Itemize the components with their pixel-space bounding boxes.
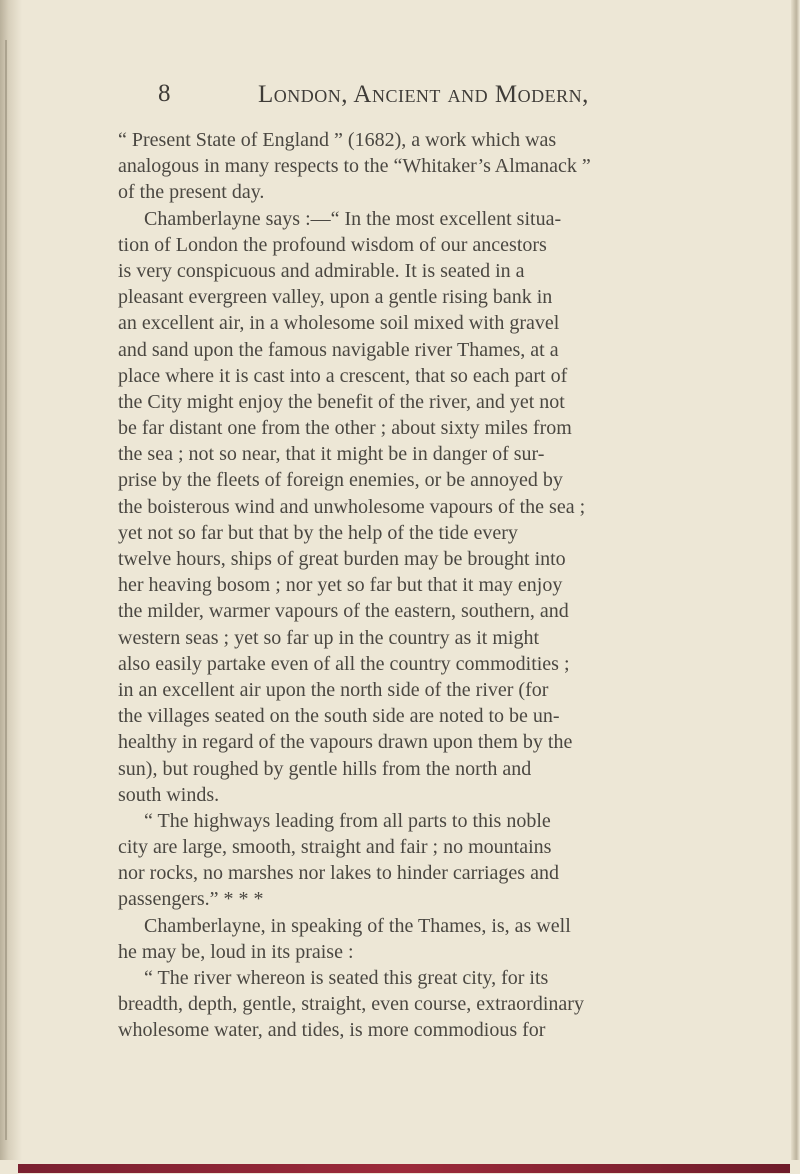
text-line: the milder, warmer vapours of the eastern, southern, and: [118, 600, 569, 623]
text-line: be far distant one from the other ; about sixty miles from: [118, 417, 572, 440]
text-line: pleasant evergreen valley, upon a gentle rising bank in: [118, 286, 553, 309]
text-line: Chamberlayne, in speaking of the Thames, is, as well: [144, 914, 571, 937]
text-line: “ The highways leading from all parts to this noble: [144, 809, 551, 832]
text-line: he may be, loud in its praise :: [118, 940, 354, 963]
text-line: yet not so far but that by the help of the tide every: [118, 521, 518, 544]
cover-edge-strip: [18, 1164, 790, 1173]
text-line: an excellent air, in a wholesome soil mixed with gravel: [118, 312, 560, 335]
text-line: western seas ; yet so far up in the country as it might: [118, 626, 540, 649]
binding-gutter: [0, 0, 22, 1174]
text-line: healthy in regard of the vapours drawn upon them by the: [118, 731, 573, 754]
text-line: place where it is cast into a crescent, that so each part of: [118, 364, 568, 387]
text-line: south winds.: [118, 783, 220, 806]
text-line: twelve hours, ships of great burden may be brought into: [118, 548, 566, 570]
text-line: tion of London the profound wisdom of our ancestors: [118, 233, 547, 256]
page-right-edge: [791, 0, 800, 1174]
body-text: [118, 127, 678, 1044]
text-line: is very conspicuous and admirable. It is seated in a: [118, 259, 525, 282]
text-line: breadth, depth, gentle, straight, even course, extraordinary: [118, 993, 584, 1016]
text-line: also easily partake even of all the country commodities ;: [118, 652, 570, 675]
bottom-binding-band: [0, 1160, 800, 1174]
text-line: city are large, smooth, straight and fair ; no mountains: [118, 836, 552, 859]
text-line: her heaving bosom ; nor yet so far but that it may enjoy: [118, 574, 563, 597]
running-title: London, Ancient and Modern,: [258, 81, 589, 108]
text-line: the City might enjoy the benefit of the river, and yet not: [118, 390, 565, 413]
text-line: “ The river whereon is seated this great city, for its: [144, 967, 549, 989]
text-line: the villages seated on the south side are noted to be un-: [118, 705, 560, 728]
text-line: analogous in many respects to the “Whitaker’s Almanack ”: [118, 155, 591, 178]
text-line: and sand upon the famous navigable river Thames, at a: [118, 338, 559, 361]
text-line: sun), but roughed by gentle hills from the north and: [118, 757, 532, 780]
text-line: of the present day.: [118, 181, 265, 204]
gutter-edge-line: [5, 40, 7, 1140]
page-number: 8: [158, 80, 171, 107]
text-line: in an excellent air upon the north side of the river (for: [118, 678, 549, 701]
text-line: passengers.” * * *: [118, 888, 264, 911]
text-line: “ Present State of England ” (1682), a work which was: [118, 129, 557, 151]
text-line: Chamberlayne says :—“ In the most excellent situa-: [144, 207, 562, 230]
text-line: wholesome water, and tides, is more commodious for: [118, 1019, 546, 1042]
text-line: the sea ; not so near, that it might be in danger of sur-: [118, 443, 545, 466]
text-line: nor rocks, no marshes nor lakes to hinder carriages and: [118, 862, 559, 885]
text-line: prise by the fleets of foreign enemies, or be annoyed by: [118, 469, 563, 492]
text-line: the boisterous wind and unwholesome vapours of the sea ;: [118, 495, 586, 518]
running-header: [140, 78, 680, 118]
